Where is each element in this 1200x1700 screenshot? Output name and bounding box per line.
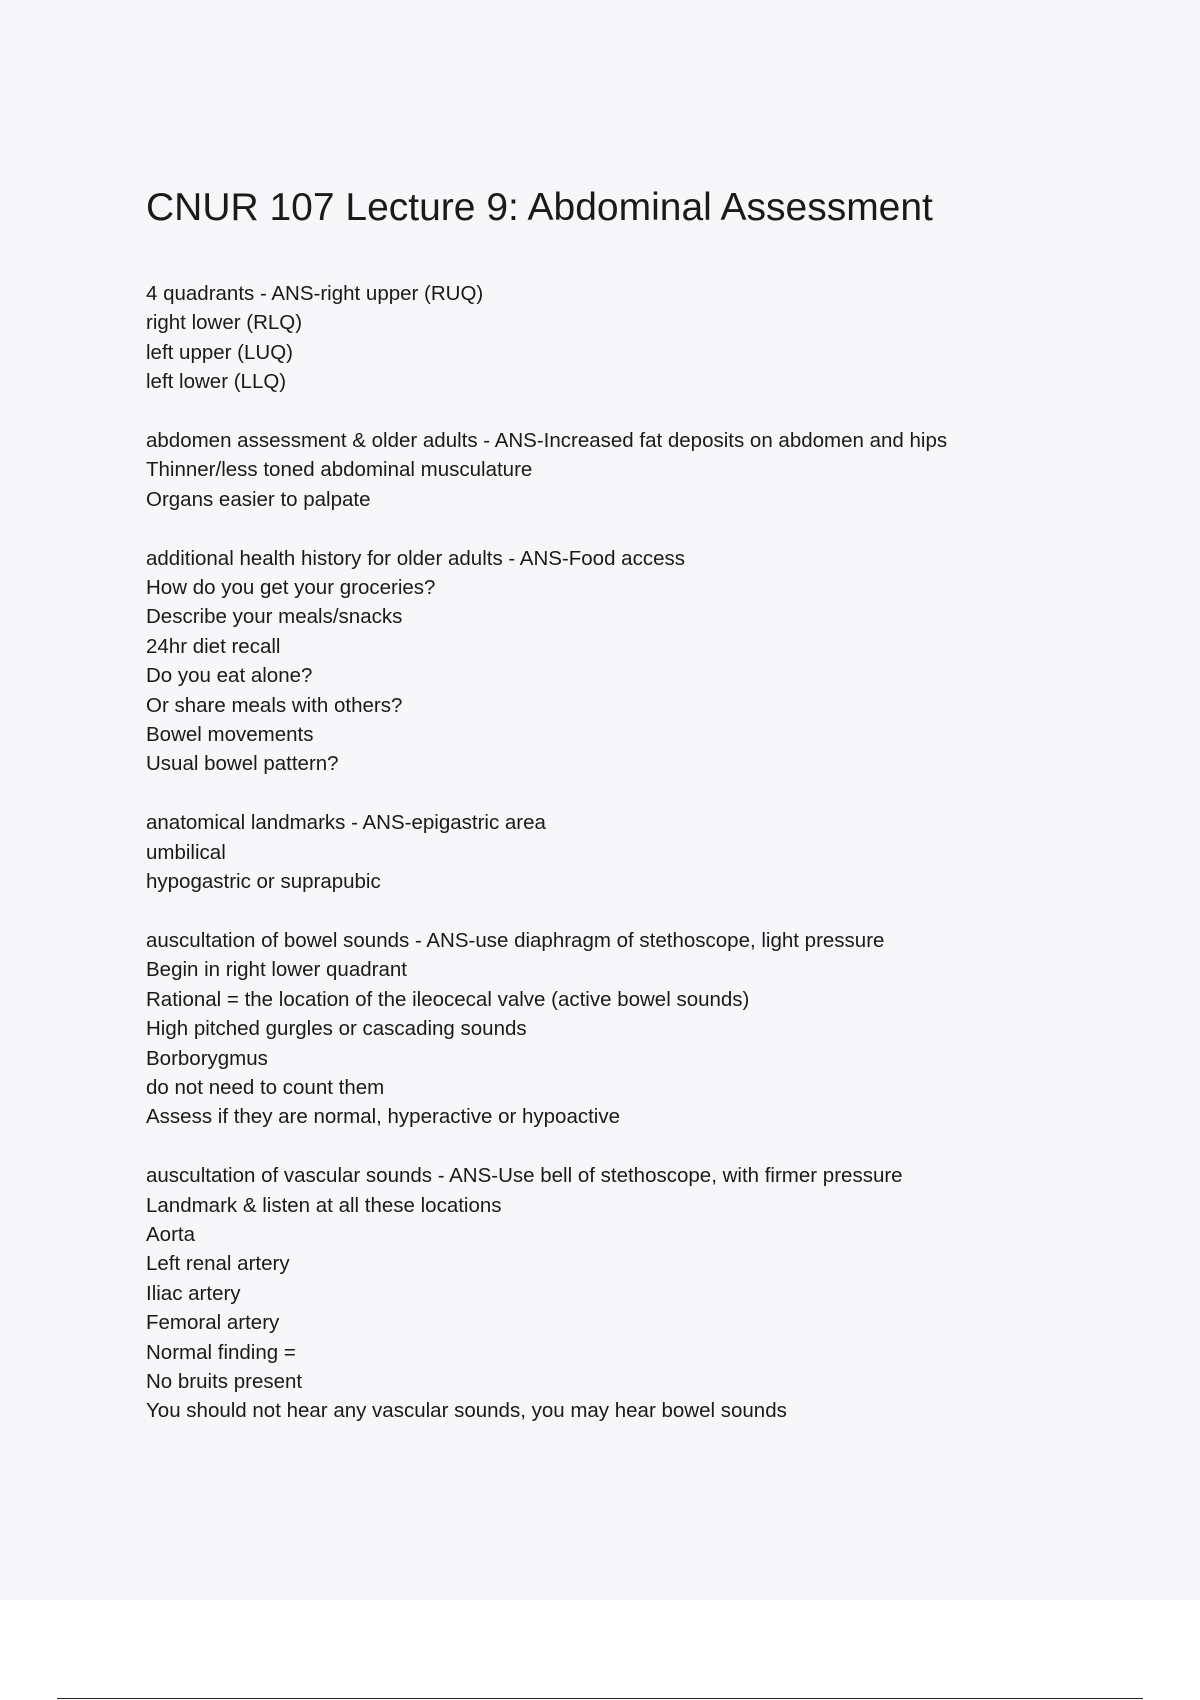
- text-line: Organs easier to palpate: [146, 487, 371, 511]
- text-line: Thinner/less toned abdominal musculature: [146, 458, 533, 482]
- text-line: 24hr diet recall: [146, 634, 281, 658]
- text-line: Assess if they are normal, hyperactive or hypoactive: [146, 1105, 620, 1129]
- text-line: You should not hear any vascular sounds, you may hear bowel sounds: [146, 1399, 787, 1423]
- document-body: [146, 279, 1146, 1455]
- page-title: CNUR 107 Lecture 9: Abdominal Assessment: [146, 186, 933, 229]
- text-line: Rational = the location of the ileocecal valve (active bowel sounds): [146, 987, 750, 1011]
- text-line: Bowel movements: [146, 723, 314, 747]
- text-line: No bruits present: [146, 1369, 303, 1393]
- text-line: 4 quadrants - ANS-right upper (RUQ): [146, 282, 484, 305]
- text-line: Iliac artery: [146, 1281, 241, 1305]
- section-quadrants: [146, 279, 1146, 397]
- text-line: Left renal artery: [146, 1252, 290, 1276]
- text-line: Normal finding =: [146, 1340, 296, 1364]
- text-line: right lower (RLQ): [146, 311, 303, 335]
- text-line: Aorta: [146, 1222, 195, 1246]
- section-vascular-sounds: [146, 1161, 1146, 1426]
- text-line: Or share meals with others?: [146, 693, 403, 717]
- text-line: auscultation of vascular sounds - ANS-Use bell of stethoscope, with firmer pressure: [146, 1164, 903, 1188]
- text-line: Usual bowel pattern?: [146, 752, 339, 776]
- text-line: auscultation of bowel sounds - ANS-use diaphragm of stethoscope, light pressure: [146, 928, 885, 952]
- text-line: left upper (LUQ): [146, 340, 293, 364]
- text-line: Borborygmus: [146, 1046, 268, 1070]
- section-bowel-sounds: [146, 926, 1146, 1132]
- text-line: umbilical: [146, 840, 226, 864]
- text-line: High pitched gurgles or cascading sounds: [146, 1017, 527, 1041]
- section-health-history: [146, 544, 1146, 779]
- text-line: do not need to count them: [146, 1075, 385, 1099]
- text-line: abdomen assessment & older adults - ANS-Increased fat deposits on abdomen and hips: [146, 429, 948, 453]
- text-line: How do you get your groceries?: [146, 576, 436, 600]
- text-line: Do you eat alone?: [146, 664, 313, 688]
- footer-divider: [57, 1698, 1143, 1699]
- text-line: additional health history for older adults - ANS-Food access: [146, 546, 685, 570]
- text-line: Landmark & listen at all these locations: [146, 1193, 502, 1217]
- text-line: hypogastric or suprapubic: [146, 870, 381, 894]
- section-older-adults: [146, 426, 1146, 514]
- text-line: anatomical landmarks - ANS-epigastric area: [146, 811, 546, 835]
- text-line: Femoral artery: [146, 1311, 280, 1335]
- text-line: left lower (LLQ): [146, 370, 287, 394]
- text-line: Describe your meals/snacks: [146, 605, 403, 629]
- text-line: Begin in right lower quadrant: [146, 958, 407, 982]
- section-landmarks: [146, 808, 1146, 896]
